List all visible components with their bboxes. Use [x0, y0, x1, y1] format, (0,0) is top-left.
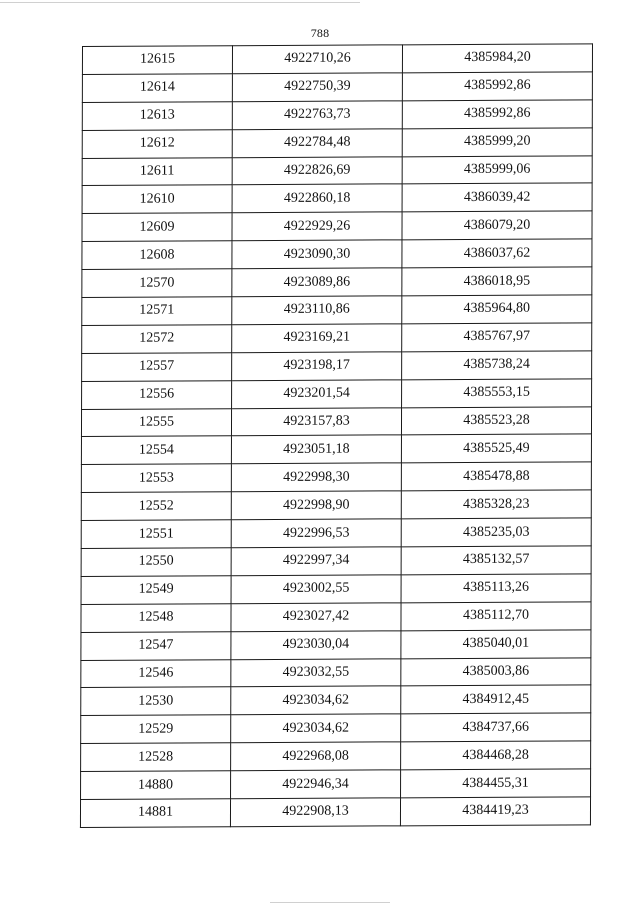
table-row	[82, 128, 592, 159]
y-coordinate-cell: 4385992,86	[402, 100, 592, 129]
y-coordinate-cell: 4386018,95	[402, 267, 592, 296]
scan-artifact-top	[0, 2, 360, 3]
x-coordinate-cell: 4922998,90	[231, 491, 401, 520]
table-row	[81, 518, 591, 549]
table-row	[82, 155, 592, 186]
table-row	[82, 323, 592, 354]
table-row	[80, 797, 590, 828]
coordinates-table-body	[80, 44, 592, 828]
table-row	[81, 713, 591, 744]
point-number-cell: 12554	[81, 436, 231, 465]
point-number-cell: 12557	[82, 353, 232, 382]
table-row	[81, 574, 591, 605]
x-coordinate-cell: 4922763,73	[232, 101, 402, 130]
table-row	[82, 267, 592, 298]
x-coordinate-cell: 4923034,62	[231, 686, 401, 715]
point-number-cell: 12555	[81, 408, 231, 437]
table-row	[81, 741, 591, 772]
x-coordinate-cell: 4922826,69	[232, 156, 402, 185]
x-coordinate-cell: 4923002,55	[231, 575, 401, 604]
coordinates-table-wrapper	[80, 43, 593, 828]
x-coordinate-cell: 4922750,39	[232, 73, 402, 102]
x-coordinate-cell: 4922998,30	[231, 463, 401, 492]
point-number-cell: 12549	[81, 576, 231, 605]
y-coordinate-cell: 4384737,66	[401, 713, 591, 742]
y-coordinate-cell: 4385040,01	[401, 630, 591, 659]
x-coordinate-cell: 4922946,34	[231, 770, 401, 799]
point-number-cell: 12614	[82, 74, 232, 103]
point-number-cell: 12571	[82, 297, 232, 326]
y-coordinate-cell: 4385113,26	[401, 574, 591, 603]
y-coordinate-cell: 4384468,28	[401, 741, 591, 770]
x-coordinate-cell: 4923051,18	[231, 435, 401, 464]
table-row	[82, 100, 592, 131]
table-row	[82, 211, 592, 242]
y-coordinate-cell: 4385523,28	[401, 406, 591, 435]
x-coordinate-cell: 4923157,83	[231, 407, 401, 436]
x-coordinate-cell: 4923089,86	[232, 268, 402, 297]
table-row	[82, 351, 592, 382]
x-coordinate-cell: 4922929,26	[232, 212, 402, 241]
point-number-cell: 12611	[82, 157, 232, 186]
x-coordinate-cell: 4923169,21	[232, 324, 402, 353]
point-number-cell: 14880	[81, 771, 231, 800]
point-number-cell: 12556	[82, 380, 232, 409]
y-coordinate-cell: 4385999,20	[402, 128, 592, 157]
x-coordinate-cell: 4922784,48	[232, 128, 402, 157]
y-coordinate-cell: 4386037,62	[402, 239, 592, 268]
table-row	[81, 769, 591, 800]
table-row	[81, 546, 591, 577]
table-row	[82, 183, 592, 214]
table-row	[81, 490, 591, 521]
point-number-cell: 12608	[82, 241, 232, 270]
point-number-cell: 12572	[82, 325, 232, 354]
point-number-cell: 12550	[81, 548, 231, 577]
table-row	[81, 685, 591, 716]
table-row	[82, 295, 592, 326]
x-coordinate-cell: 4923032,55	[231, 658, 401, 687]
x-coordinate-cell: 4923198,17	[232, 352, 402, 381]
point-number-cell: 12528	[81, 743, 231, 772]
point-number-cell: 12612	[82, 129, 232, 158]
table-row	[82, 72, 592, 103]
x-coordinate-cell: 4923090,30	[232, 240, 402, 269]
coordinates-table	[80, 43, 593, 828]
point-number-cell: 12615	[82, 46, 232, 75]
point-number-cell: 12530	[81, 687, 231, 716]
table-row	[81, 657, 591, 688]
y-coordinate-cell: 4385984,20	[402, 44, 592, 73]
x-coordinate-cell: 4922997,34	[231, 547, 401, 576]
y-coordinate-cell: 4385553,15	[402, 379, 592, 408]
table-row	[81, 602, 591, 633]
x-coordinate-cell: 4922908,13	[230, 798, 400, 827]
x-coordinate-cell: 4923110,86	[232, 296, 402, 325]
y-coordinate-cell: 4385132,57	[401, 546, 591, 575]
y-coordinate-cell: 4385999,06	[402, 155, 592, 184]
y-coordinate-cell: 4385964,80	[402, 295, 592, 324]
y-coordinate-cell: 4385003,86	[401, 657, 591, 686]
y-coordinate-cell: 4385478,88	[401, 462, 591, 491]
x-coordinate-cell: 4923034,62	[231, 714, 401, 743]
y-coordinate-cell: 4386039,42	[402, 183, 592, 212]
y-coordinate-cell: 4385235,03	[401, 518, 591, 547]
x-coordinate-cell: 4922996,53	[231, 519, 401, 548]
table-row	[81, 434, 591, 465]
table-row	[82, 239, 592, 270]
point-number-cell: 12546	[81, 659, 231, 688]
table-row	[82, 379, 592, 410]
point-number-cell: 12553	[81, 464, 231, 493]
x-coordinate-cell: 4923027,42	[231, 603, 401, 632]
point-number-cell: 12613	[82, 101, 232, 130]
point-number-cell: 14881	[80, 799, 230, 828]
point-number-cell: 12552	[81, 492, 231, 521]
x-coordinate-cell: 4922860,18	[232, 184, 402, 213]
x-coordinate-cell: 4922968,08	[231, 742, 401, 771]
y-coordinate-cell: 4385992,86	[402, 72, 592, 101]
table-row	[81, 406, 591, 437]
y-coordinate-cell: 4386079,20	[402, 211, 592, 240]
point-number-cell: 12609	[82, 213, 232, 242]
y-coordinate-cell: 4385738,24	[402, 351, 592, 380]
point-number-cell: 12529	[81, 715, 231, 744]
point-number-cell: 12548	[81, 604, 231, 633]
y-coordinate-cell: 4385525,49	[401, 434, 591, 463]
y-coordinate-cell: 4384912,45	[401, 685, 591, 714]
table-row	[81, 462, 591, 493]
y-coordinate-cell: 4384419,23	[400, 797, 590, 826]
x-coordinate-cell: 4922710,26	[232, 45, 402, 74]
point-number-cell: 12551	[81, 520, 231, 549]
page-number: 788	[310, 26, 330, 40]
x-coordinate-cell: 4923030,04	[231, 631, 401, 660]
scan-artifact-bottom	[270, 902, 390, 903]
table-row	[82, 44, 592, 75]
y-coordinate-cell: 4385112,70	[401, 602, 591, 631]
y-coordinate-cell: 4385767,97	[402, 323, 592, 352]
x-coordinate-cell: 4923201,54	[232, 380, 402, 409]
point-number-cell: 12610	[82, 185, 232, 214]
point-number-cell: 12547	[81, 631, 231, 660]
y-coordinate-cell: 4384455,31	[401, 769, 591, 798]
point-number-cell: 12570	[82, 269, 232, 298]
y-coordinate-cell: 4385328,23	[401, 490, 591, 519]
table-row	[81, 630, 591, 661]
